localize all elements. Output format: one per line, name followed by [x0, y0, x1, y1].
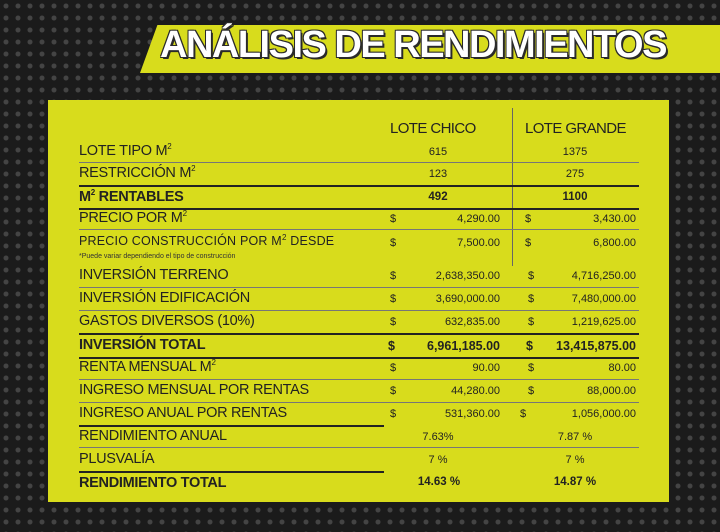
row-label: INGRESO MENSUAL POR RENTAS — [79, 382, 309, 398]
row-label: RESTRICCIÓN $M^2$ — [79, 164, 196, 181]
value-chico: 4,290.00 — [457, 213, 500, 225]
currency-sign: $ — [390, 316, 397, 328]
value-chico: 7.63% — [422, 431, 454, 443]
row-divider — [79, 310, 639, 311]
row-label: RENTA MENSUAL $M^2$ — [79, 358, 216, 375]
value-grande: 1100 — [562, 191, 588, 203]
currency-sign: $ — [390, 270, 397, 282]
row-label: RENDIMIENTO ANUAL — [79, 428, 227, 444]
row-divider — [79, 447, 639, 448]
row-label: PLUSVALÍA — [79, 451, 155, 467]
currency-sign: $ — [390, 362, 397, 374]
value-chico: 123 — [428, 168, 448, 180]
row-label: INGRESO ANUAL POR RENTAS — [79, 405, 287, 421]
row-label: RENDIMIENTO TOTAL — [79, 475, 227, 491]
value-grande: 1375 — [562, 146, 588, 158]
value-chico: 7 % — [428, 454, 448, 466]
row-divider — [79, 402, 639, 403]
results-table — [48, 100, 669, 502]
row-divider — [79, 425, 384, 427]
value-grande: 7.87 % — [557, 431, 593, 443]
currency-sign: $ — [525, 213, 532, 225]
value-chico: 14.63 % — [417, 476, 461, 488]
value-grande: 80.00 — [608, 362, 636, 374]
row-note: *Puede variar dependiendo el tipo de construcción — [79, 253, 236, 260]
row-label: INVERSIÓN TOTAL — [79, 337, 206, 353]
currency-sign: $ — [390, 293, 397, 305]
currency-sign: $ — [528, 316, 535, 328]
value-chico: 44,280.00 — [451, 385, 500, 397]
column-divider — [512, 108, 513, 266]
currency-sign: $ — [528, 270, 535, 282]
row-label: $M^2$ RENTABLES — [79, 188, 184, 205]
row-divider — [79, 471, 384, 473]
currency-sign: $ — [526, 339, 533, 353]
row-divider — [79, 333, 639, 335]
value-chico: 6,961,185.00 — [427, 339, 500, 353]
row-label: LOTE TIPO $M^2$ — [79, 142, 172, 159]
value-chico: 90.00 — [472, 362, 500, 374]
value-chico: 2,638,350.00 — [435, 270, 500, 282]
row-divider — [79, 185, 639, 187]
value-chico: 492 — [428, 191, 448, 203]
value-grande: 1,056,000.00 — [571, 408, 636, 420]
currency-sign: $ — [528, 385, 535, 397]
currency-sign: $ — [520, 408, 527, 420]
value-grande: 7,480,000.00 — [571, 293, 636, 305]
value-chico: 531,360.00 — [444, 408, 500, 420]
currency-sign: $ — [390, 408, 397, 420]
value-grande: 4,716,250.00 — [571, 270, 636, 282]
currency-sign: $ — [390, 385, 397, 397]
row-divider — [79, 162, 639, 163]
value-grande: 6,800.00 — [593, 237, 636, 249]
row-label: PRECIO CONSTRUCCIÓN POR $M^2$ DESDE — [79, 232, 335, 248]
value-grande: 7 % — [565, 454, 585, 466]
row-divider — [79, 287, 639, 288]
currency-sign: $ — [390, 213, 397, 225]
row-label: INVERSIÓN EDIFICACIÓN — [79, 290, 250, 306]
value-chico: 632,835.00 — [444, 316, 500, 328]
column-header-lote-chico: LOTE CHICO — [390, 120, 476, 137]
value-grande: 14.87 % — [553, 476, 597, 488]
currency-sign: $ — [528, 293, 535, 305]
value-chico: 615 — [428, 146, 448, 158]
value-grande: 3,430.00 — [593, 213, 636, 225]
value-grande: 275 — [565, 168, 585, 180]
value-grande: 13,415,875.00 — [556, 339, 636, 353]
currency-sign: $ — [390, 237, 397, 249]
row-label: PRECIO POR $M^2$ — [79, 209, 187, 226]
row-label: GASTOS DIVERSOS (10%) — [79, 313, 255, 329]
value-grande: 1,219,625.00 — [571, 316, 636, 328]
row-divider — [79, 379, 639, 380]
currency-sign: $ — [525, 237, 532, 249]
currency-sign: $ — [528, 362, 535, 374]
row-label: INVERSIÓN TERRENO — [79, 267, 229, 283]
value-grande: 88,000.00 — [587, 385, 636, 397]
row-divider — [79, 229, 639, 230]
page-title: ANÁLISIS DE RENDIMIENTOS — [160, 24, 666, 66]
value-chico: 3,690,000.00 — [435, 293, 500, 305]
value-chico: 7,500.00 — [457, 237, 500, 249]
column-header-lote-grande: LOTE GRANDE — [525, 120, 626, 137]
currency-sign: $ — [388, 339, 395, 353]
